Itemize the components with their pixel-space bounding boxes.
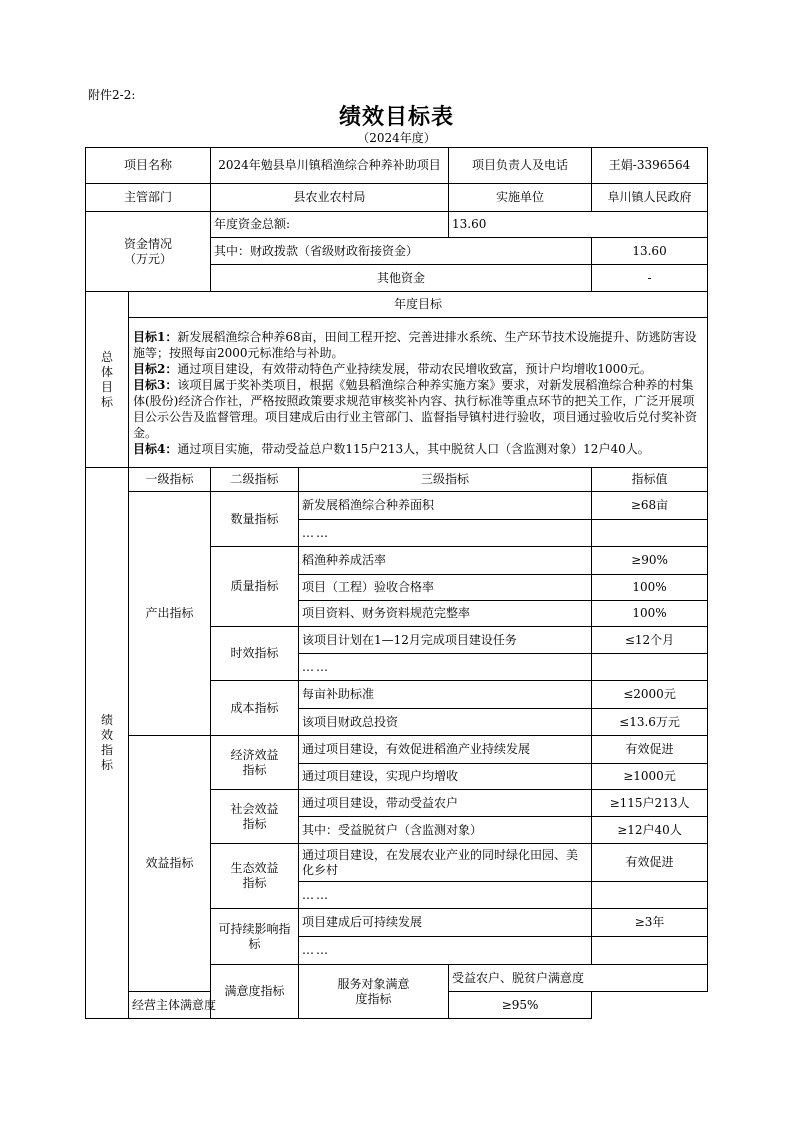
funds-fiscal-value: 13.60 <box>592 238 708 265</box>
indicator-value: 100% <box>592 575 708 601</box>
funds-other-label: 其他资金 <box>211 265 592 292</box>
funds-total-label: 年度资金总额: <box>211 212 449 238</box>
project-name: 2024年勉县阜川镇稻渔综合种养补助项目 <box>211 148 449 184</box>
indicator-value: ≥115户213人 <box>592 790 708 817</box>
indicator-value: ≤12个月 <box>592 627 708 654</box>
quantity-indicators-label: 数量指标 <box>211 492 299 547</box>
indicator-value: 有效促进 <box>592 844 708 882</box>
goal-4: 目标4：通过项目实施，带动受益总户数115户213人，其中脱贫人口（含监测对象）12户40人。 <box>133 441 650 456</box>
indicator-value: ≤2000元 <box>592 681 708 709</box>
header-level1: 一级指标 <box>129 468 211 492</box>
indicator-value <box>592 520 708 547</box>
indicator-name: 该项目财政总投资 <box>299 709 592 736</box>
indicator-name: 通过项目建设，有效促进稻渔产业持续发展 <box>299 736 592 764</box>
quality-indicators-label: 质量指标 <box>211 547 299 627</box>
benefit-indicators-label: 效益指标 <box>129 736 211 992</box>
goal-3: 目标3：该项目属于奖补类项目，根据《勉县稻渔综合种养实施方案》要求，对新发展稻渔综合种养的村集体(股份)经济合作社，严格按照政策要求规范审核奖补内容、执行标准等重点环节的把关工作，广泛开展项目公示公告及监督管理。项目建成后由行业主管部门、监督指导镇村进行验收，项目通过验收后兑付奖补资金。 <box>133 377 698 440</box>
indicator-name: 通过项目建设，带动受益农户 <box>299 790 592 817</box>
indicator-value: ≥3年 <box>592 909 708 937</box>
indicator-name: 通过项目建设，实现户均增收 <box>299 764 592 790</box>
annual-goals-header: 年度目标 <box>129 292 708 318</box>
indicator-name: …… <box>299 937 592 965</box>
year-subtitle: （2024年度） <box>357 131 436 145</box>
indicator-name: …… <box>299 882 592 909</box>
indicator-name: 项目（工程）验收合格率 <box>299 575 592 601</box>
header-value: 指标值 <box>592 468 708 492</box>
indicator-value: ≥95% <box>449 992 592 1019</box>
project-name-label: 项目名称 <box>86 148 211 184</box>
attachment-label: 附件2-2: <box>88 88 136 102</box>
overall-goals-label: 总体目标 <box>86 292 129 468</box>
indicator-value <box>592 654 708 681</box>
indicator-value: 100% <box>592 601 708 627</box>
goal-2: 目标2：通过项目建设，有效带动特色产业持续发展，带动农民增收致富，预计户均增收1000元。 <box>133 361 652 376</box>
page-title: 绩效目标表 <box>338 104 454 130</box>
indicator-value: 有效促进 <box>592 736 708 764</box>
responsible-label: 项目负责人及电话 <box>449 148 592 184</box>
indicator-name: 稻渔种养成活率 <box>299 547 592 575</box>
indicator-value: ≤13.6万元 <box>592 709 708 736</box>
indicator-name: 项目资料、财务资料规范完整率 <box>299 601 592 627</box>
dept-label: 主管部门 <box>86 184 211 212</box>
funds-fiscal-label: 其中：财政拨款（省级财政衔接资金） <box>211 238 592 265</box>
indicator-name: 受益农户、脱贫户满意度 <box>449 965 708 992</box>
dept-value: 县农业农村局 <box>211 184 449 212</box>
cost-indicators-label: 成本指标 <box>211 681 299 736</box>
indicators-label: 绩效指标 <box>86 468 129 1019</box>
indicator-value: ≥1000元 <box>592 764 708 790</box>
impl-value: 阜川镇人民政府 <box>592 184 708 212</box>
goal-1: 目标1：新发展稻渔综合种养68亩，田间工程开挖、完善进排水系统、生产环节技术设施提升、防逃防害设施等；按照每亩2000元标准给与补助。 <box>133 329 697 360</box>
funds-total-value: 13.60 <box>449 212 708 238</box>
indicator-value <box>592 937 708 965</box>
indicator-name: …… <box>299 520 592 547</box>
indicator-value: ≥68亩 <box>592 492 708 520</box>
funds-label: 资金情况（万元） <box>86 212 211 292</box>
indicator-name: 每亩补助标准 <box>299 681 592 709</box>
indicator-value: ≥12户40人 <box>592 817 708 844</box>
impl-label: 实施单位 <box>449 184 592 212</box>
indicator-name: 该项目计划在1—12月完成项目建设任务 <box>299 627 592 654</box>
header-level3: 三级指标 <box>299 468 592 492</box>
output-indicators-label: 产出指标 <box>129 492 211 736</box>
indicator-value <box>592 882 708 909</box>
service-satisfaction-label: 服务对象满意度指标 <box>299 965 449 1019</box>
indicator-name: …… <box>299 654 592 681</box>
time-indicators-label: 时效指标 <box>211 627 299 681</box>
indicator-name: 其中：受益脱贫户（含监测对象） <box>299 817 592 844</box>
header-level2: 二级指标 <box>211 468 299 492</box>
indicator-name: 项目建成后可持续发展 <box>299 909 592 937</box>
performance-table <box>85 147 708 1019</box>
responsible-value: 王娟-3396564 <box>592 148 708 184</box>
economic-indicators-label: 经济效益指标 <box>211 736 299 790</box>
indicator-name: 经营主体满意度 <box>129 992 299 1019</box>
funds-other-value: - <box>592 265 708 292</box>
indicator-name: 通过项目建设，在发展农业产业的同时绿化田园、美化乡村 <box>299 844 592 882</box>
annual-goals-text <box>129 318 708 468</box>
ecological-indicators-label: 生态效益指标 <box>211 844 299 909</box>
indicator-name: 新发展稻渔综合种养面积 <box>299 492 592 520</box>
satisfaction-indicators-label: 满意度指标 <box>211 965 299 1019</box>
social-indicators-label: 社会效益指标 <box>211 790 299 844</box>
sustainable-indicators-label: 可持续影响指标 <box>211 909 299 965</box>
indicator-value: ≥90% <box>592 547 708 575</box>
